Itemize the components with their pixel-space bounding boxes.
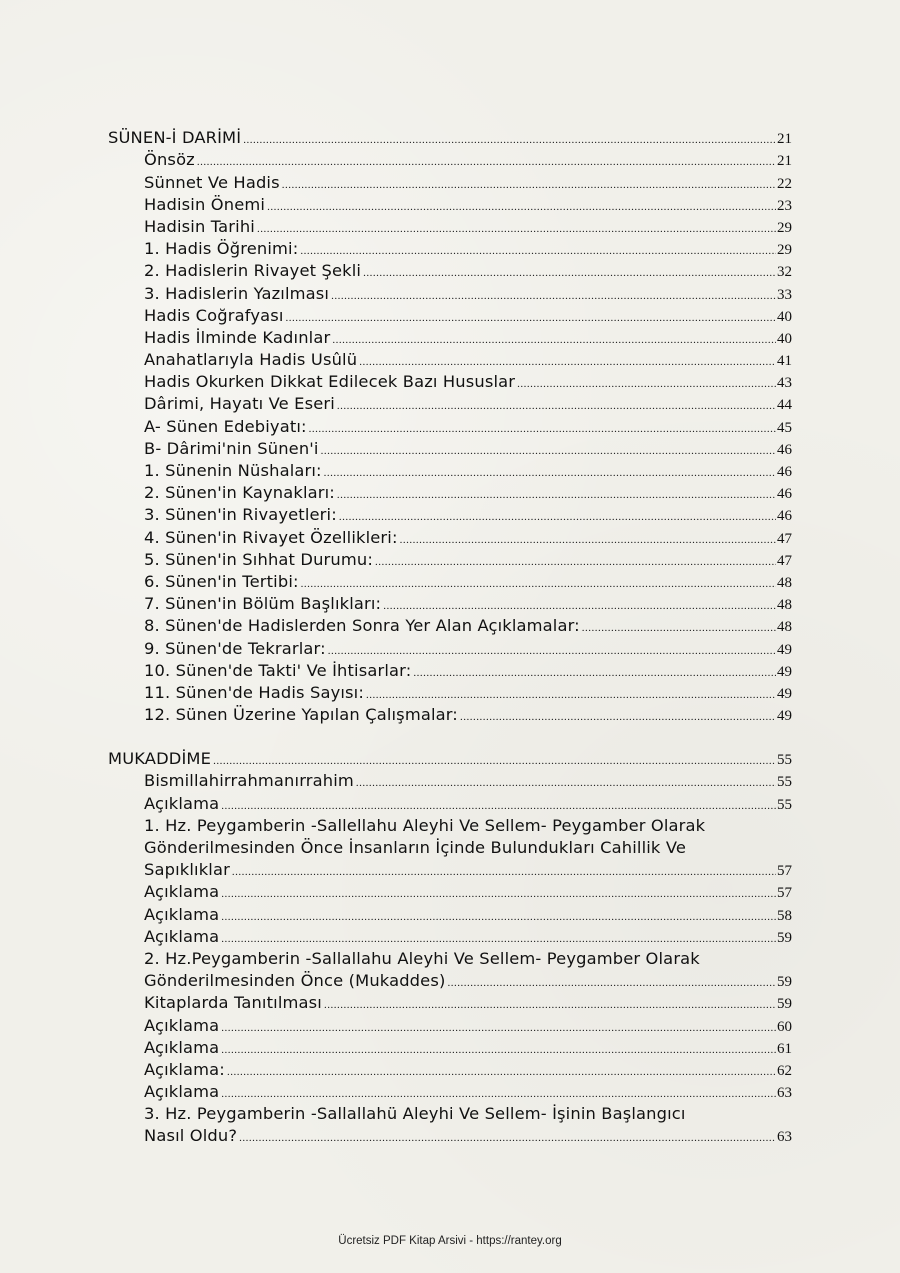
toc-entry-page: 46 [777, 441, 792, 458]
toc-entry-page: 23 [777, 197, 792, 214]
dot-leader [460, 708, 776, 726]
toc-entry [108, 1103, 792, 1147]
toc-entry-title: Açıklama: [144, 1059, 225, 1079]
toc-entry-title: 3. Hadislerin Yazılması [144, 283, 330, 303]
dot-leader [221, 1041, 776, 1059]
toc-entry-page: 59 [777, 929, 792, 946]
toc-entry-page: 60 [777, 1018, 792, 1035]
toc-entry-title: B- Dârimi'nin Sünen'i [144, 438, 319, 458]
table-of-contents [108, 127, 792, 1147]
toc-entry [108, 1014, 792, 1036]
toc-entry-title: 4. Sünen'in Rivayet Özellikleri: [144, 527, 398, 547]
dot-leader [221, 930, 776, 948]
toc-entry-title: 12. Sünen Üzerine Yapılan Çalışmalar: [144, 705, 458, 725]
toc-entry [108, 327, 792, 349]
toc-entry-page: 47 [777, 552, 792, 569]
dot-leader [267, 198, 776, 216]
toc-entry [108, 1059, 792, 1081]
toc-entry [108, 393, 792, 415]
dot-leader [359, 353, 776, 371]
toc-entry-page: 45 [777, 419, 792, 436]
footer-note: Ücretsiz PDF Kitap Arsivi - https://rantey.org [338, 1235, 562, 1247]
toc-entry [108, 660, 792, 682]
toc-entry [108, 371, 792, 393]
toc-heading [108, 127, 792, 149]
toc-entry-page: 41 [777, 353, 792, 370]
toc-entry [108, 792, 792, 814]
toc-entry-title: Bismillahirrahmanırrahim [144, 771, 354, 791]
toc-entry-title: Açıklama [144, 1037, 220, 1057]
toc-entry-page: 40 [777, 330, 792, 347]
toc-entry-page: 48 [777, 597, 792, 614]
toc-entry-title: Hadis Coğrafyası [144, 305, 284, 325]
toc-entry [108, 238, 792, 260]
dot-leader [331, 287, 776, 305]
toc-entry-page: 57 [777, 885, 792, 902]
toc-entry-title: Hadisin Tarihi [144, 216, 255, 236]
dot-leader [517, 375, 776, 393]
toc-entry-title-line: 3. Hz. Peygamberin -Sallallahü Aleyhi Ve Sellem- İşinin Başlangıcı [144, 1104, 686, 1124]
toc-entry-title: 5. Sünen'in Sıhhat Durumu: [144, 549, 373, 569]
dot-leader [243, 131, 776, 149]
toc-entry [108, 881, 792, 903]
toc-entry [108, 992, 792, 1014]
dot-leader [321, 442, 776, 460]
toc-entry-page: 44 [777, 397, 792, 414]
toc-entry-title-line: Nasıl Oldu? [144, 1126, 238, 1146]
toc-entry-page: 46 [777, 464, 792, 480]
dot-leader [400, 531, 776, 549]
dot-leader [324, 464, 776, 482]
toc-entry-page: 49 [777, 685, 792, 702]
dot-leader [582, 619, 776, 637]
toc-heading-page: 21 [777, 131, 792, 148]
toc-entry-title: 6. Sünen'in Tertibi: [144, 571, 299, 591]
toc-entry-title-line: 1. Hz. Peygamberin -Sallellahu Aleyhi Ve Sellem- Peygamber Olarak [144, 815, 706, 835]
dot-leader [309, 420, 776, 438]
toc-entry-title-line: 2. Hz.Peygamberin -Sallallahu Aleyhi Ve Sellem- Peygamber Olarak [144, 948, 700, 968]
toc-entry [108, 549, 792, 571]
toc-entry [108, 260, 792, 282]
toc-entry-title: 8. Sünen'de Hadislerden Sonra Yer Alan Açıklamalar: [144, 616, 580, 636]
toc-entry-title-line: Gönderilmesinden Önce (Mukaddes) [144, 971, 446, 991]
toc-entry-title: Açıklama [144, 793, 220, 813]
toc-entry [108, 1037, 792, 1059]
dot-leader [375, 553, 776, 571]
dot-leader [257, 220, 776, 238]
toc-entry [108, 305, 792, 327]
toc-entry [108, 637, 792, 659]
dot-leader [337, 397, 776, 415]
dot-leader [227, 1063, 776, 1081]
dot-leader [282, 176, 776, 194]
toc-entry-title: Hadis Okurken Dikkat Edilecek Bazı Hususlar [144, 372, 516, 392]
toc-entry-title: 10. Sünen'de Takti' Ve İhtisarlar: [144, 660, 412, 680]
dot-leader [413, 664, 776, 682]
toc-entry-page: 46 [777, 508, 792, 525]
toc-entry-title: 11. Sünen'de Hadis Sayısı: [144, 682, 364, 702]
toc-entry-title: A- Sünen Edebiyatı: [144, 416, 307, 436]
toc-heading [108, 748, 792, 770]
toc-entry-title: 3. Sünen'in Rivayetleri: [144, 505, 337, 525]
toc-entry [108, 482, 792, 504]
toc-entry-page: 63 [777, 1085, 792, 1102]
toc-entry-page: 43 [777, 375, 792, 392]
toc-heading-page: 55 [777, 752, 792, 769]
toc-entry-title: 2. Hadislerin Rivayet Şekli [144, 261, 362, 281]
toc-entry-page: 49 [777, 708, 792, 725]
toc-entry [108, 194, 792, 216]
dot-leader [447, 974, 776, 992]
toc-entry-title: 9. Sünen'de Tekrarlar: [144, 638, 326, 658]
toc-entry [108, 526, 792, 548]
toc-entry [108, 460, 792, 482]
toc-entry [108, 926, 792, 948]
toc-entry [108, 948, 792, 992]
toc-entry [108, 1081, 792, 1103]
toc-entry-page: 55 [777, 774, 792, 791]
toc-entry-page: 59 [777, 996, 792, 1013]
toc-entry [108, 504, 792, 526]
toc-entry-page: 63 [777, 1129, 792, 1146]
dot-leader [356, 774, 776, 792]
dot-leader [337, 486, 776, 504]
dot-leader [286, 309, 776, 327]
toc-entry-page: 59 [777, 974, 792, 991]
dot-leader [197, 153, 776, 171]
toc-entry-page: 32 [777, 264, 792, 281]
toc-entry-title: Açıklama [144, 926, 220, 946]
dot-leader [339, 508, 776, 526]
toc-entry [108, 682, 792, 704]
toc-entry [108, 149, 792, 171]
toc-entry-title: Açıklama [144, 882, 220, 902]
toc-entry-last-line [144, 970, 792, 992]
toc-entry-last-line [144, 1125, 792, 1147]
toc-entry-page: 49 [777, 641, 792, 658]
toc-entry-title: 7. Sünen'in Bölüm Başlıkları: [144, 594, 382, 614]
toc-entry [108, 282, 792, 304]
toc-entry [108, 349, 792, 371]
toc-entry-title: 2. Sünen'in Kaynakları: [144, 483, 335, 503]
toc-entry-title: Açıklama [144, 904, 220, 924]
toc-entry [108, 770, 792, 792]
toc-entry [108, 438, 792, 460]
toc-entry [108, 704, 792, 726]
toc-entry-page: 40 [777, 308, 792, 325]
toc-entry-title: Açıklama [144, 1015, 220, 1035]
toc-entry-page: 55 [777, 796, 792, 813]
toc-entry [108, 615, 792, 637]
section-spacer [108, 726, 792, 748]
toc-entry [108, 815, 792, 882]
toc-entry-title: Önsöz [144, 150, 195, 170]
toc-entry-page: 62 [777, 1062, 792, 1079]
dot-leader [232, 863, 776, 881]
toc-entry [108, 593, 792, 615]
dot-leader [366, 686, 776, 704]
dot-leader [221, 1019, 776, 1037]
dot-leader [221, 885, 776, 903]
toc-entry-page: 46 [777, 486, 792, 503]
toc-entry [108, 171, 792, 193]
toc-entry-page: 21 [777, 153, 792, 170]
dot-leader [328, 642, 776, 660]
toc-entry-title: Anahatlarıyla Hadis Usûlü [144, 350, 358, 370]
toc-entry-title: Kitaplarda Tanıtılması [144, 993, 322, 1013]
dot-leader [300, 242, 776, 260]
dot-leader [221, 908, 776, 926]
toc-entry-title: Dârimi, Hayatı Ve Eseri [144, 394, 335, 414]
toc-heading-title: MUKADDİME [108, 749, 212, 769]
toc-heading-title: SÜNEN-İ DARİMİ [108, 128, 242, 148]
toc-entry-page: 47 [777, 530, 792, 547]
toc-entry [108, 415, 792, 437]
dot-leader [332, 331, 776, 349]
toc-entry-page: 58 [777, 907, 792, 924]
toc-entry-page: 57 [777, 863, 792, 880]
toc-entry-title: 1. Hadis Öğrenimi: [144, 239, 299, 259]
toc-entry-title: Açıklama [144, 1082, 220, 1102]
dot-leader [301, 575, 776, 593]
toc-entry-page: 49 [777, 663, 792, 680]
toc-entry-last-line [144, 859, 792, 881]
toc-entry [108, 216, 792, 238]
toc-entry-title: Hadis İlminde Kadınlar [144, 327, 331, 347]
dot-leader [363, 264, 776, 282]
dot-leader [324, 996, 776, 1014]
toc-entry-title-line: Gönderilmesinden Önce İnsanların İçinde Bulundukları Cahillik Ve [144, 837, 687, 857]
dot-leader [221, 797, 776, 815]
toc-entry [108, 571, 792, 593]
toc-entry-page: 22 [777, 175, 792, 192]
toc-entry-title: Sünnet Ve Hadis [144, 172, 280, 192]
toc-entry [108, 903, 792, 925]
dot-leader [239, 1129, 776, 1147]
toc-entry-page: 48 [777, 619, 792, 636]
toc-entry-page: 61 [777, 1040, 792, 1057]
dot-leader [383, 597, 776, 615]
toc-entry-title: Hadisin Önemi [144, 194, 266, 214]
toc-entry-page: 33 [777, 286, 792, 303]
toc-entry-page: 29 [777, 219, 792, 236]
toc-entry-page: 48 [777, 574, 792, 591]
toc-entry-title-line: Sapıklıklar [144, 860, 230, 880]
dot-leader [213, 752, 776, 770]
toc-entry-title: 1. Sünenin Nüshaları: [144, 461, 322, 480]
dot-leader [221, 1085, 776, 1103]
toc-entry-page: 29 [777, 242, 792, 259]
